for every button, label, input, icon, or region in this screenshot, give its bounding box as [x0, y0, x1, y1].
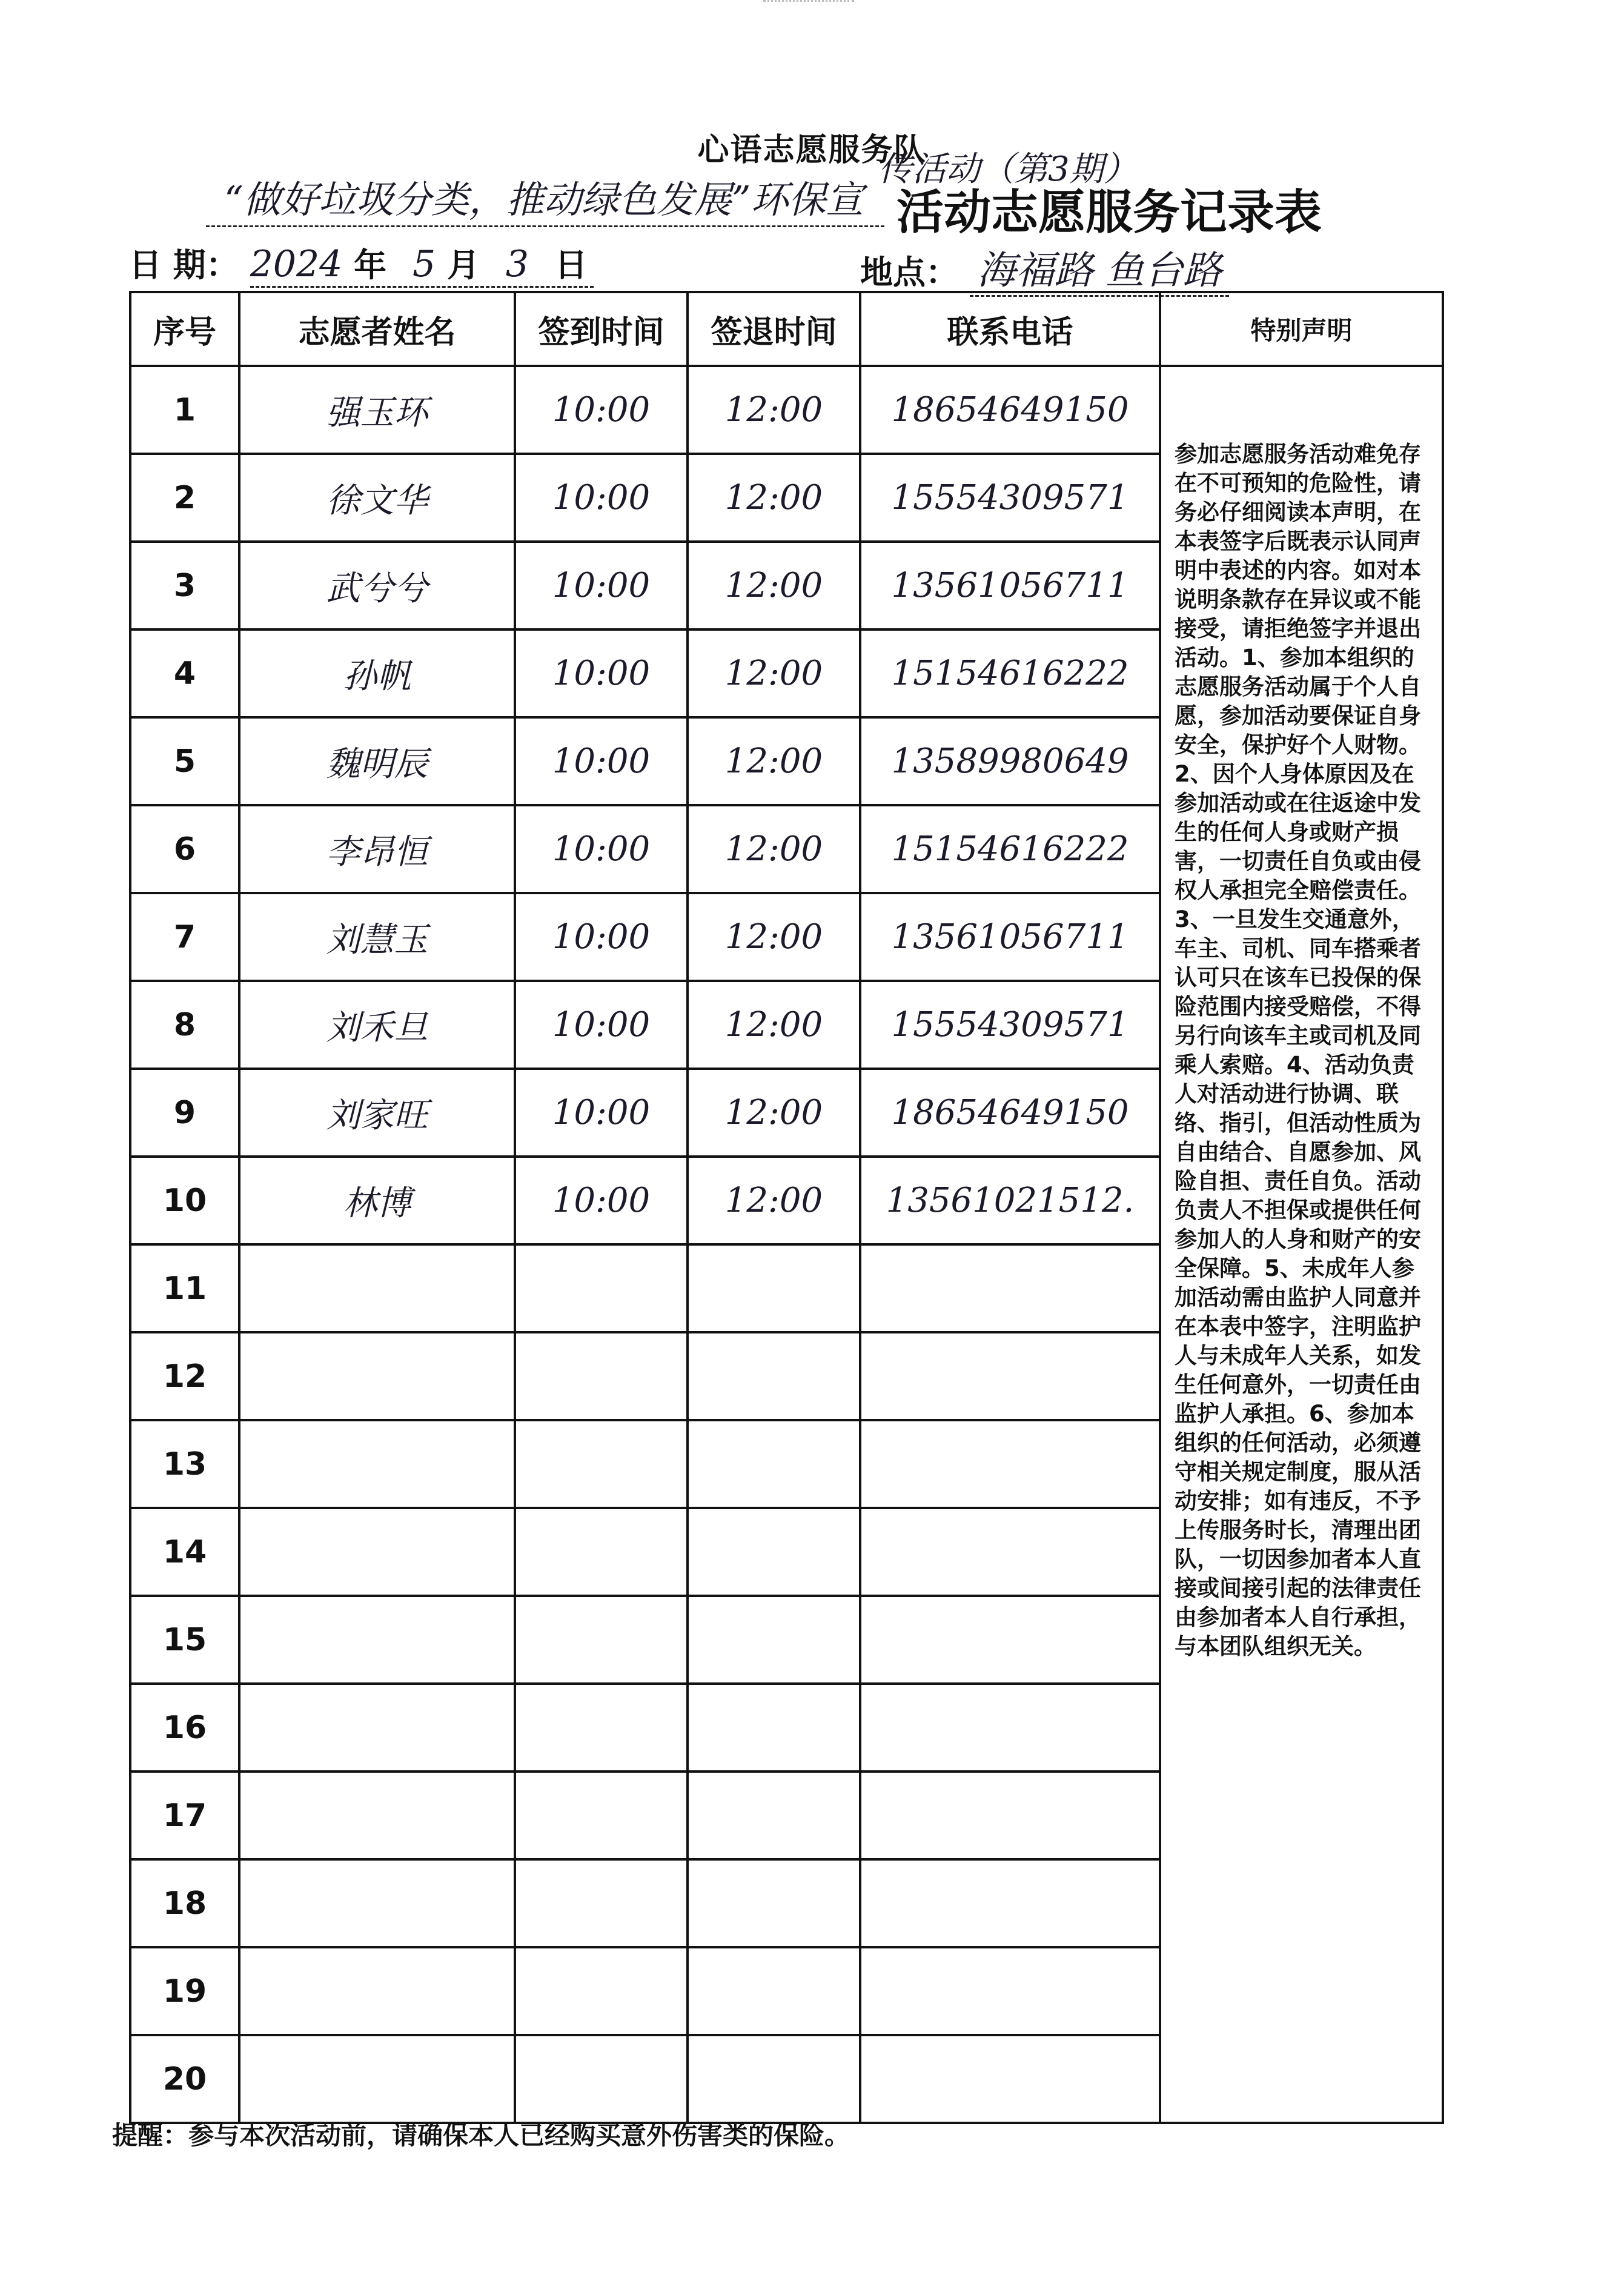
header-checkout: 签退时间	[688, 292, 860, 366]
row-volunteer-name	[239, 1684, 515, 1772]
header-checkin: 签到时间	[515, 292, 688, 366]
row-checkin-time: 10:00	[515, 893, 688, 981]
location-value: 海福路 鱼台路	[970, 239, 1229, 297]
row-volunteer-name: 刘禾旦	[239, 981, 515, 1069]
row-index: 14	[130, 1508, 239, 1596]
row-volunteer-name: 徐文华	[239, 454, 515, 542]
scan-edge-mark	[763, 0, 854, 2]
row-phone: 13589980649	[860, 717, 1160, 805]
date-year: 2024	[250, 243, 343, 285]
row-checkin-time	[515, 1772, 688, 1859]
location-label: 地点：	[860, 253, 958, 291]
date-day-unit: 日	[554, 246, 588, 284]
row-volunteer-name: 强玉环	[239, 366, 515, 454]
row-phone	[860, 1684, 1160, 1772]
row-index: 12	[130, 1332, 239, 1420]
row-checkin-time: 10:00	[515, 629, 688, 717]
row-checkin-time: 10:00	[515, 981, 688, 1069]
row-phone: 13561021512.	[860, 1157, 1160, 1244]
row-checkout-time	[688, 1508, 860, 1596]
row-volunteer-name	[239, 1508, 515, 1596]
row-checkout-time	[688, 1244, 860, 1332]
row-volunteer-name	[239, 1859, 515, 1947]
row-index: 3	[130, 542, 239, 629]
row-phone	[860, 1508, 1160, 1596]
row-checkin-time	[515, 1684, 688, 1772]
row-checkout-time: 12:00	[688, 805, 860, 893]
row-volunteer-name	[239, 1772, 515, 1859]
row-checkin-time: 10:00	[515, 542, 688, 629]
row-volunteer-name: 刘家旺	[239, 1069, 515, 1157]
row-phone	[860, 1420, 1160, 1508]
row-volunteer-name	[239, 1420, 515, 1508]
row-checkout-time	[688, 1859, 860, 1947]
row-checkout-time	[688, 1420, 860, 1508]
row-index: 4	[130, 629, 239, 717]
row-volunteer-name: 刘慧玉	[239, 893, 515, 981]
row-index: 7	[130, 893, 239, 981]
row-phone	[860, 1947, 1160, 2035]
row-index: 2	[130, 454, 239, 542]
row-phone: 18654649150	[860, 1069, 1160, 1157]
row-index: 18	[130, 1859, 239, 1947]
row-checkin-time: 10:00	[515, 805, 688, 893]
row-phone: 15554309571	[860, 454, 1160, 542]
row-checkout-time	[688, 1332, 860, 1420]
date-month: 5	[412, 243, 436, 285]
organization-name: 心语志愿服务队	[697, 132, 927, 168]
row-phone: 13561056711	[860, 893, 1160, 981]
row-checkout-time: 12:00	[688, 1069, 860, 1157]
row-checkout-time: 12:00	[688, 629, 860, 717]
row-checkout-time	[688, 2035, 860, 2123]
row-index: 11	[130, 1244, 239, 1332]
row-checkout-time	[688, 1947, 860, 2035]
row-checkout-time: 12:00	[688, 366, 860, 454]
volunteer-record-table	[129, 291, 1444, 2124]
row-checkin-time: 10:00	[515, 717, 688, 805]
date-value	[250, 239, 594, 288]
row-index: 15	[130, 1596, 239, 1684]
row-checkin-time: 10:00	[515, 1069, 688, 1157]
row-phone: 15154616222	[860, 629, 1160, 717]
row-phone: 15554309571	[860, 981, 1160, 1069]
row-checkout-time: 12:00	[688, 542, 860, 629]
row-index: 13	[130, 1420, 239, 1508]
row-checkin-time: 10:00	[515, 366, 688, 454]
row-index: 19	[130, 1947, 239, 2035]
date-month-unit: 月	[446, 246, 480, 284]
row-volunteer-name: 李昂恒	[239, 805, 515, 893]
row-volunteer-name	[239, 1947, 515, 2035]
row-checkin-time	[515, 1596, 688, 1684]
row-volunteer-name	[239, 1244, 515, 1332]
row-phone: 15154616222	[860, 805, 1160, 893]
date-label: 日 期：	[129, 246, 239, 284]
row-index: 10	[130, 1157, 239, 1244]
row-volunteer-name	[239, 1596, 515, 1684]
row-phone	[860, 2035, 1160, 2123]
row-phone	[860, 1772, 1160, 1859]
row-index: 17	[130, 1772, 239, 1859]
row-phone: 13561056711	[860, 542, 1160, 629]
header-statement: 特别声明	[1160, 292, 1443, 366]
row-checkout-time	[688, 1596, 860, 1684]
header-name: 志愿者姓名	[239, 292, 515, 366]
row-checkin-time	[515, 1859, 688, 1947]
row-checkin-time: 10:00	[515, 454, 688, 542]
table-header-row	[130, 292, 1443, 366]
printed-form-title: 活动志愿服务记录表	[897, 185, 1322, 240]
row-index: 9	[130, 1069, 239, 1157]
row-checkin-time	[515, 1332, 688, 1420]
row-checkout-time	[688, 1772, 860, 1859]
row-checkin-time: 10:00	[515, 1157, 688, 1244]
date-year-unit: 年	[354, 246, 387, 284]
row-volunteer-name	[239, 2035, 515, 2123]
row-checkout-time	[688, 1684, 860, 1772]
row-index: 20	[130, 2035, 239, 2123]
row-volunteer-name: 武兮兮	[239, 542, 515, 629]
row-volunteer-name	[239, 1332, 515, 1420]
row-checkin-time	[515, 1947, 688, 2035]
table-row	[130, 366, 1443, 454]
row-phone	[860, 1859, 1160, 1947]
row-index: 5	[130, 717, 239, 805]
row-volunteer-name: 孙帆	[239, 629, 515, 717]
table-body	[130, 366, 1443, 2123]
row-checkout-time: 12:00	[688, 1157, 860, 1244]
header-phone: 联系电话	[860, 292, 1160, 366]
row-checkout-time: 12:00	[688, 454, 860, 542]
date-field	[129, 239, 594, 288]
row-volunteer-name: 林博	[239, 1157, 515, 1244]
row-volunteer-name: 魏明辰	[239, 717, 515, 805]
row-phone	[860, 1244, 1160, 1332]
row-index: 1	[130, 366, 239, 454]
title-dashed-underline	[206, 225, 884, 227]
header-index: 序号	[130, 292, 239, 366]
row-checkout-time: 12:00	[688, 717, 860, 805]
special-statement: 参加志愿服务活动难免存在不可预知的危险性，请务必仔细阅读本声明，在本表签字后既表示认同声明中表述的内容。如对本说明条款存在异议或不能接受，请拒绝签字并退出活动。1、参加本组织的志愿服务活动属于个人自愿，参加活动要保证自身安全，保护好个人财物。2、因个人身体原因及在参加活动或在往返途中发生的任何人身或财产损害，一切责任自负或由侵权人承担完全赔偿责任。3、一旦发生交通意外，车主、司机、同车搭乘者认可只在该车已投保的保险范围内接受赔偿，不得另行向该车主或司机及同乘人索赔。4、活动负责人对活动进行协调、联络、指引，但活动性质为自由结合、自愿参加、风险自担、责任自负。活动负责人不担保或提供任何参加人的人身和财产的安全保障。5、未成年人参加活动需由监护人同意并在本表中签字，注明监护人与未成年人关系，如发生任何意外，一切责任由监护人承担。6、参加本组织的任何活动，必须遵守相关规定制度，服从活动安排；如有违反，不予上传服务时长，清理出团队，一切因参加者本人直接或间接引起的法律责任由参加者本人自行承担，与本团队组织无关。	[1160, 366, 1443, 2123]
row-checkout-time: 12:00	[688, 893, 860, 981]
insurance-reminder: 提醒：参与本次活动前，请确保本人已经购买意外伤害类的保险。	[112, 2120, 850, 2150]
row-checkin-time	[515, 1420, 688, 1508]
row-phone: 18654649150	[860, 366, 1160, 454]
handwritten-activity-topic: “做好垃圾分类，推动绿色发展”环保宣	[224, 178, 864, 222]
row-phone	[860, 1332, 1160, 1420]
row-checkout-time: 12:00	[688, 981, 860, 1069]
handwritten-activity-suffix: 传活动（第3期）	[878, 150, 1138, 189]
row-checkin-time	[515, 2035, 688, 2123]
row-index: 16	[130, 1684, 239, 1772]
location-field	[860, 239, 1229, 293]
row-index: 6	[130, 805, 239, 893]
row-index: 8	[130, 981, 239, 1069]
date-day: 3	[505, 243, 529, 285]
row-checkin-time	[515, 1244, 688, 1332]
row-phone	[860, 1596, 1160, 1684]
row-checkin-time	[515, 1508, 688, 1596]
